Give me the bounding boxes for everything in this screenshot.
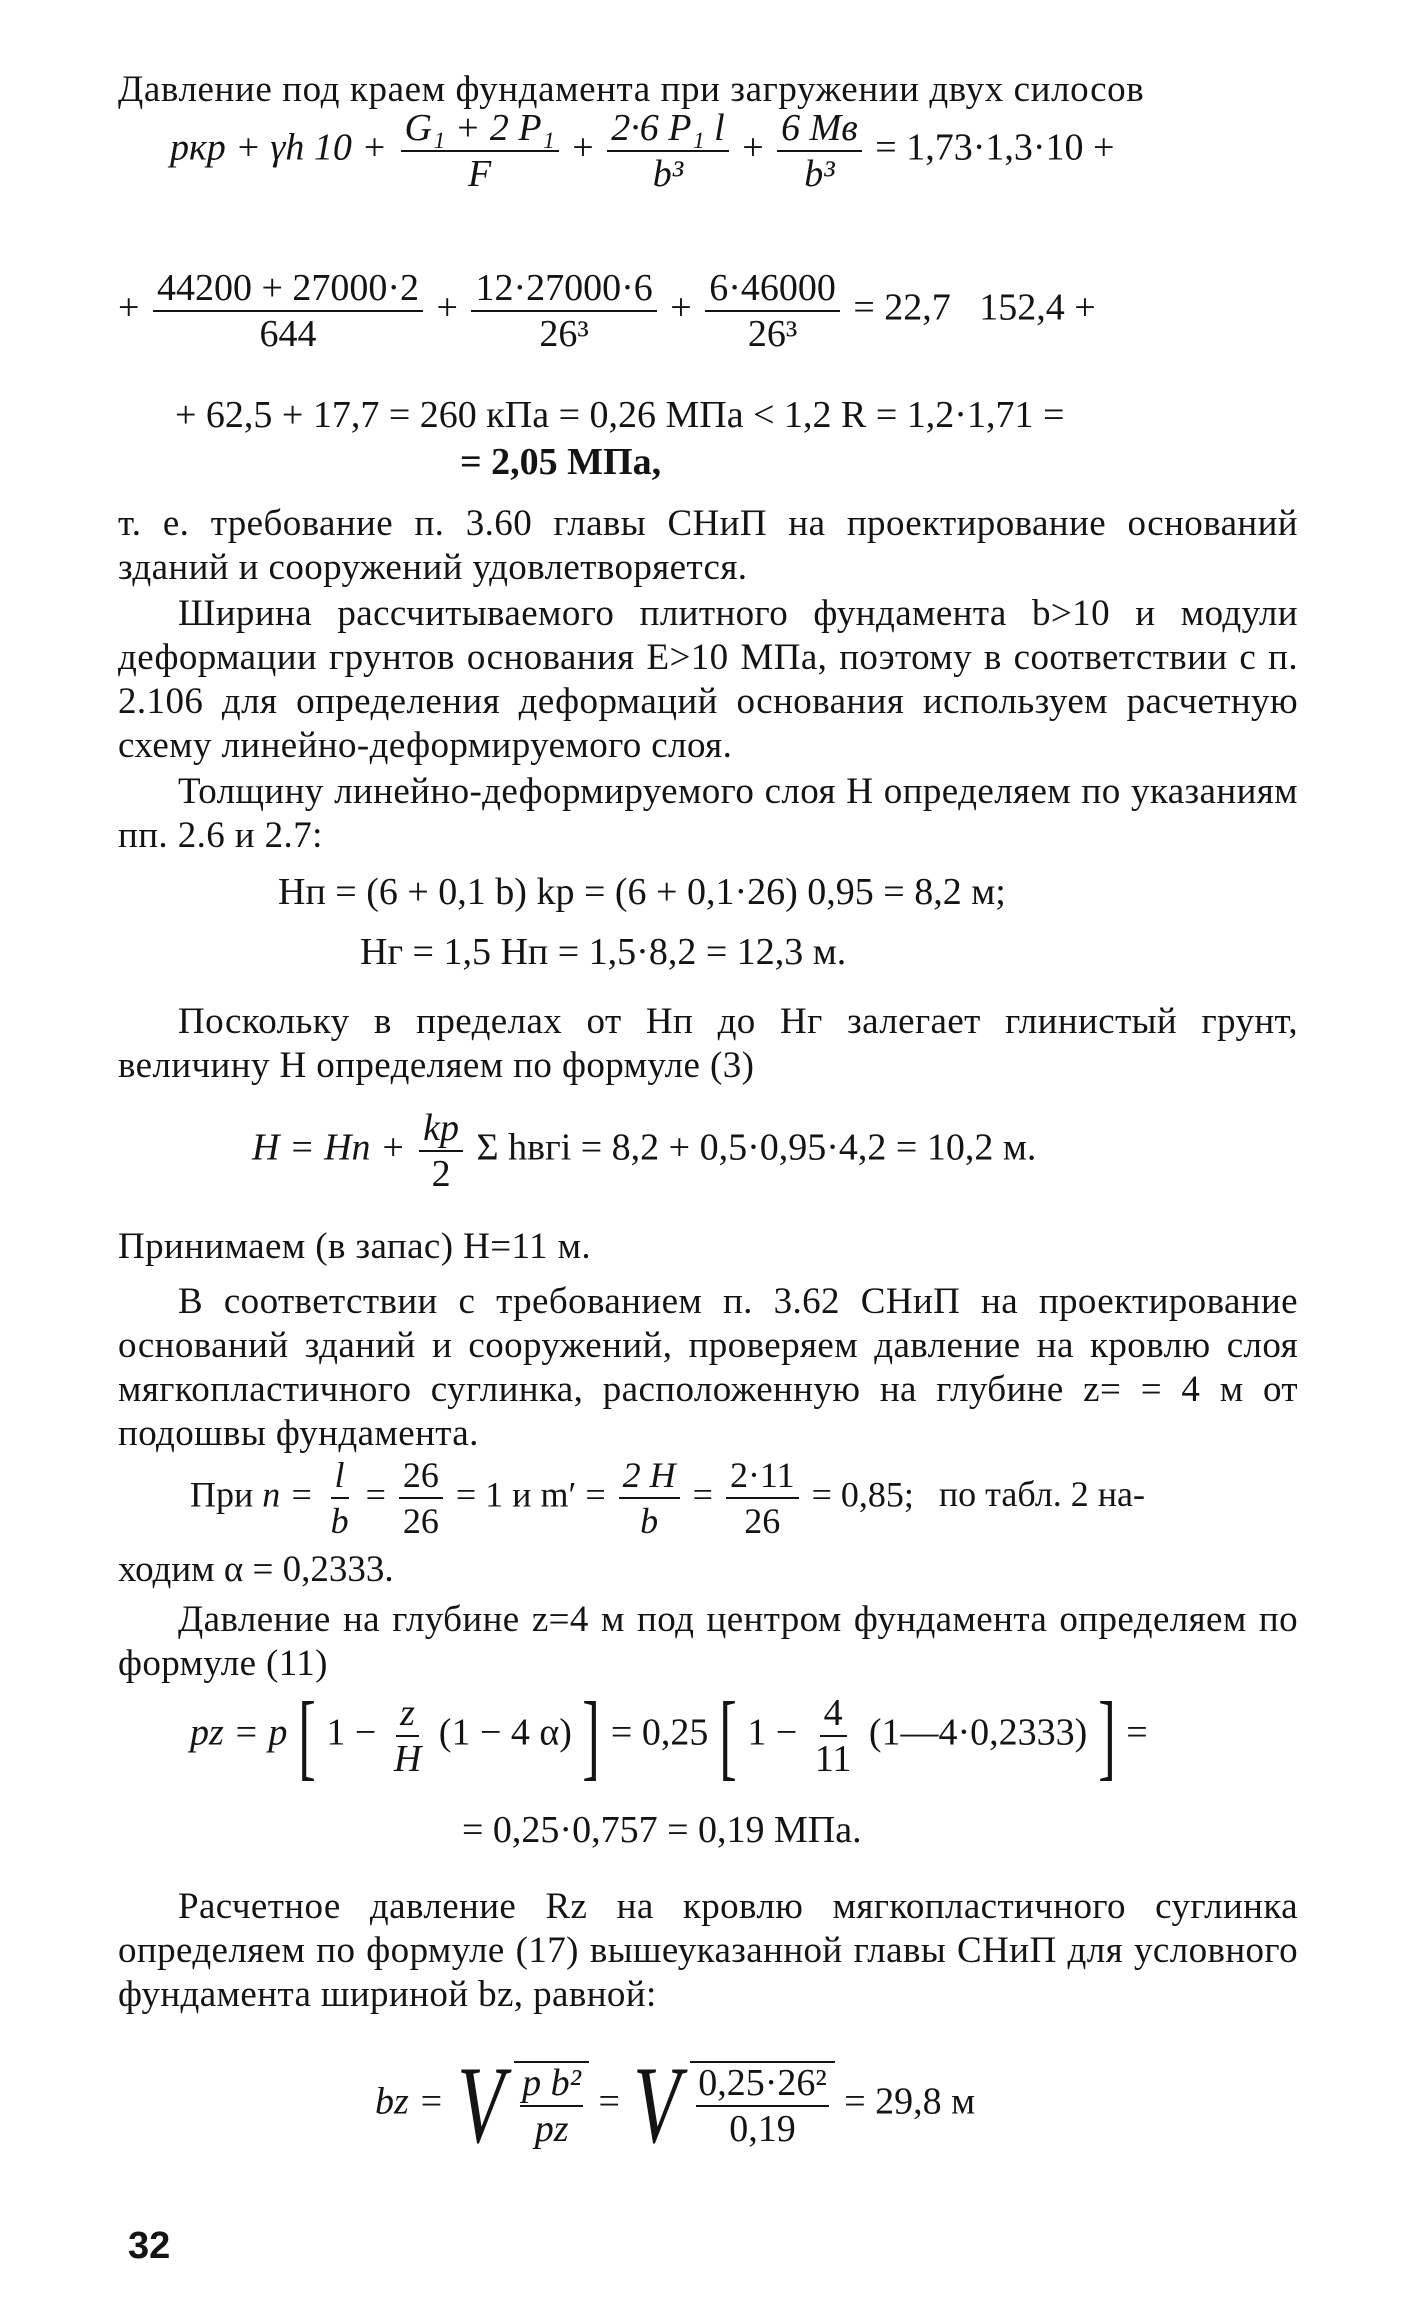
f8-26b: 26	[402, 1501, 439, 1541]
f11-lhs: bz =	[375, 2080, 444, 2123]
f8-l: l	[331, 1455, 349, 1499]
page-number: 32	[128, 2225, 171, 2267]
f9-4: 4	[820, 1693, 847, 1737]
f9-b: (1—4·0,2333)	[868, 1711, 1088, 1754]
paragraph-accept: Принимаем (в запас) H=11 м.	[118, 1226, 592, 1267]
f9-in1: 1 −	[326, 1711, 377, 1754]
f1-den1: F	[468, 153, 492, 195]
formula-hp: Hп = (6 + 0,1 b) kp = (6 + 0,1·26) 0,95 = 8,2 м;	[278, 871, 1006, 913]
root-sign-1: V	[457, 2044, 505, 2166]
f8-2h: 2 H	[619, 1455, 680, 1499]
f8-26c: 26	[744, 1501, 781, 1541]
f9-a: (1 − 4 α)	[438, 1711, 572, 1754]
f8-b: b	[330, 1501, 349, 1541]
formula-pressure-edge-4: = 2,05 МПа,	[460, 441, 662, 483]
intro-line: Давление под краем фундамента при загружении двух силосов	[118, 69, 1145, 110]
f2-num2: 12·27000·6	[471, 268, 656, 312]
f8-n: n =	[262, 1474, 314, 1515]
f2-rhs: = 22,7 152,4 +	[853, 286, 1096, 329]
paragraph-thickness: Толщину линейно-деформируемого слоя H определяем по указаниям пп. 2.6 и 2.7:	[118, 771, 1298, 856]
f7-rhs: Σ hвгi = 8,2 + 0,5·0,95·4,2 = 10,2 м.	[476, 1126, 1037, 1169]
f1-den2: b³	[652, 153, 684, 195]
f9-11: 11	[814, 1738, 852, 1780]
f2-num1: 44200 + 27000·2	[153, 268, 423, 312]
formula-h	[252, 1108, 1036, 1194]
p8-table: по табл. 2 на-	[938, 1474, 1145, 1515]
paragraph-rz: Расчетное давление Rz на кровлю мягкопластичного суглинка определяем по формуле (17) вышеуказанной главы СНиП для условного фундамента шириной bz, равной:	[118, 1886, 1298, 2015]
f11-rhs: = 29,8 м	[844, 2080, 976, 2123]
f7-lhs: H = Hп +	[252, 1126, 406, 1169]
f11-d2: 0,19	[729, 2108, 796, 2150]
f11-n1: p b²	[520, 2063, 583, 2107]
paragraph-requirement: т. е. требование п. 3.60 главы СНиП на проектирование оснований зданий и сооружений удовлетворяется.	[118, 503, 1298, 588]
f7-num: kp	[419, 1108, 463, 1152]
f2-den2: 26³	[539, 313, 589, 355]
paragraph-depth: Давление на глубине z=4 м под центром фундамента определяем по формуле (11)	[118, 1599, 1298, 1684]
formula-pressure-edge-2: + $\frac{44200 + 27000\cdot 2}{644}$ + $\frac{12\cdot 27000\cdot 6}{\text{26³}}$ + $\frac{6\cdot 46000}{\text{26³}}$ = 22,7 152,4 +	[118, 267, 1096, 355]
f8-mid: = 1 и m′ =	[455, 1474, 606, 1515]
f9-z: z	[396, 1693, 419, 1737]
f1-num2: 2·6 P₁ l	[607, 108, 728, 152]
f9-lhs: pz = p	[190, 1711, 288, 1754]
f9-in2: 1 −	[747, 1711, 798, 1754]
f2-den3: 26³	[747, 313, 798, 355]
f8-res: = 0,85;	[811, 1474, 914, 1515]
f9-mid: = 0,25	[610, 1711, 709, 1754]
formula-pressure-edge-3: + 62,5 + 17,7 = 260 кПа = 0,26 МПа < 1,2 R = 1,2·1,71 =	[175, 394, 1065, 436]
root-sign-2: V	[633, 2044, 681, 2166]
f1-den3: b³	[804, 153, 835, 195]
f2-num3: 6·46000	[705, 268, 840, 312]
right-bracket-1: ]	[582, 1682, 601, 1789]
left-bracket-1: [	[298, 1682, 316, 1789]
f8-b2: b	[640, 1501, 659, 1541]
paragraph-check: В соответствии с требованием п. 3.62 СНиП на проектирование оснований зданий и сооружений, проверяем давление на кровлю слоя мягкопластичного суглинка, расположенную на глубине z= = 4 м от подошвы фундамента.	[118, 1281, 1298, 1454]
f8-211: 2·11	[726, 1455, 799, 1499]
paragraph-clay: Поскольку в пределах от Hп до Hг залегает глинистый грунт, величину H определяем по формуле (3)	[118, 1001, 1298, 1086]
p8-pri: При	[190, 1474, 254, 1515]
f1-lhs: pкр + γh 10 +	[170, 126, 388, 169]
formula-hg: Hг = 1,5 Hп = 1,5·8,2 = 12,3 м.	[360, 931, 847, 973]
f7-den: 2	[431, 1153, 451, 1195]
f9-end: =	[1126, 1711, 1148, 1754]
formula-n-m: При n = $\frac{l}{b}$ = $\frac{26}{26}$ = 1 и m′ = $\frac{2 H}{b}$ = $\frac{2\cdot 11}{26}$ = 0,85; по табл. 2 на-	[190, 1455, 1145, 1541]
right-bracket-2: ]	[1098, 1682, 1116, 1789]
paragraph-alpha: ходим α = 0,2333.	[118, 1549, 394, 1590]
f11-n2: 0,25·26²	[696, 2063, 829, 2107]
f2-den1: 644	[259, 313, 317, 355]
formula-pressure-edge-1: pкр + γh 10 + $\frac{\text{G₁ + 2 P₁}}{F}$ + $\frac{\text{2·6 P₁ l}}{\text{b³}}$ + $\frac{6 Mв}{\text{b³}}$ = 1,73·1,3·10 +	[170, 107, 1115, 195]
left-bracket-2: [	[719, 1682, 737, 1789]
f1-num1: G₁ + 2 P₁	[401, 108, 559, 152]
f11-d1: pz	[534, 2108, 569, 2150]
f9-h: H	[393, 1738, 422, 1780]
formula-pz-result: = 0,25·0,757 = 0,19 МПа.	[462, 1809, 862, 1851]
f1-num3: 6 Mв	[777, 108, 862, 152]
paragraph-width: Ширина рассчитываемого плитного фундамента b>10 и модули деформации грунтов основания E>10 МПа, поэтому в соответствии с п. 2.106 для определения деформаций основания используем расчетную схему линейно-деформируемого слоя.	[118, 593, 1298, 766]
f1-rhs: = 1,73·1,3·10 +	[875, 126, 1115, 169]
formula-pz	[190, 1682, 1148, 1789]
f8-26a: 26	[399, 1455, 443, 1499]
formula-bz: bz = V $\frac{\text{p b²}}{pz}$ = V $\frac{\text{0,25·26²}}{0,19}$ = 29,8 м	[375, 2044, 976, 2166]
